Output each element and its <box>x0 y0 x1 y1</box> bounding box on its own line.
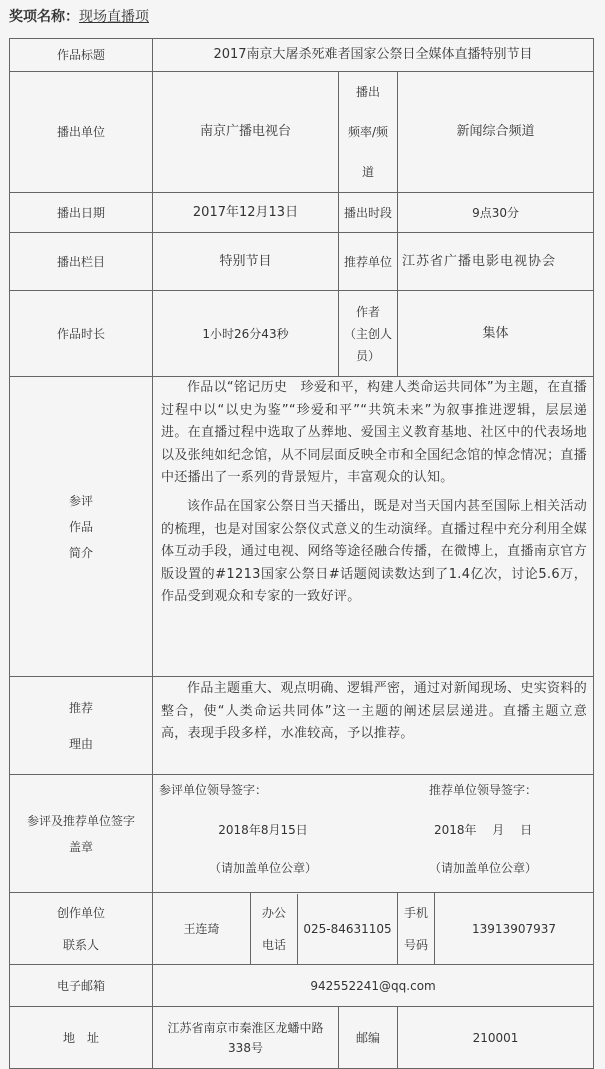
author-label-line2: （主创人员） <box>343 326 392 363</box>
intro-label-line1: 参评 <box>68 493 93 508</box>
work-title-label: 作品标题 <box>10 39 153 72</box>
row-reason <box>10 677 594 775</box>
reason-paragraph: 作品主题重大、观点明确、逻辑严密，通过对新闻现场、史实资料的整合，使“人类命运共同体”这一主题的阐述层层递进。直播主题立意高，表现手段多样，水准较高，予以推荐。 <box>161 681 588 741</box>
intro-label <box>10 377 153 677</box>
duration-value: 1小时26分43秒 <box>153 291 339 377</box>
row-broadcast-date <box>10 193 594 233</box>
broadcast-date-label: 播出日期 <box>10 193 153 233</box>
signature-label <box>10 775 153 893</box>
row-contact <box>10 893 594 965</box>
email-value: 942552241@qq.com <box>153 965 594 1007</box>
reason-label-line2: 理由 <box>68 736 93 751</box>
zip-value: 210001 <box>398 1007 594 1069</box>
author-label <box>339 291 398 377</box>
address-value: 江苏省南京市秦淮区龙蟠中路338号 <box>153 1007 339 1069</box>
signature-label-line1: 参评及推荐单位签字 <box>26 813 135 828</box>
broadcast-time-label: 播出时段 <box>339 193 398 233</box>
mobile-label-line2: 号码 <box>403 937 428 952</box>
office-phone-cell <box>251 893 398 965</box>
program-value: 特别节目 <box>153 233 339 291</box>
program-label: 播出栏目 <box>10 233 153 291</box>
row-signature <box>10 775 594 893</box>
mobile-label-line1: 手机 <box>403 905 428 920</box>
zip-label: 邮编 <box>339 1007 398 1069</box>
address-label: 地 址 <box>10 1007 153 1069</box>
row-program <box>10 233 594 291</box>
intro-paragraph-2: 该作品在国家公祭日当天播出，既是对当天国内甚至国际上相关活动的梳理，也是对国家公祭仪式意义的生动演绎。直播过程中充分利用全媒体互动手段，通过电视、网络等途径融合传播，在微博上，直播南京官方版设置的#1213国家公祭日#话题阅读数达到了1.4亿次，讨论5.6万，作品受到观众和专家的一致好评。 <box>161 498 588 605</box>
office-phone-label-line2: 电话 <box>261 937 286 952</box>
intro-paragraph-1: 作品以“铭记历史 珍爱和平，构建人类命运共同体”为主题，在直播过程中以“以史为鉴”“珍爱和平”“共筑未来”为叙事推进逻辑，层层递进。在直播过程中选取了丛葬地、爱国主义教育基地、社区中的代表场地以及张纯如纪念馆，从不同层面反映全市和全国纪念馆的悼念情况；直播中还播出了一系列的背景短片，丰富观众的认知。 <box>161 380 588 486</box>
signature-entrant <box>153 775 373 878</box>
mobile-label <box>398 893 435 965</box>
row-work-title <box>10 39 594 72</box>
reason-text <box>153 677 594 775</box>
office-phone-label-line1: 办公 <box>261 905 286 920</box>
entry-form-table <box>9 38 594 1069</box>
recommender-label: 推荐单位 <box>339 233 398 291</box>
email-label: 电子邮箱 <box>10 965 153 1007</box>
entrant-seal-note: （请加盖单位公章） <box>209 861 318 875</box>
recommender-sign-heading: 推荐单位领导签字： <box>429 783 538 797</box>
intro-label-line3: 简介 <box>68 545 93 560</box>
recommender-sign-date: 2018年 月 日 <box>433 823 533 837</box>
contact-label-line1: 创作单位 <box>56 905 105 920</box>
broadcast-unit-value: 南京广播电视台 <box>153 72 339 193</box>
signature-label-line2: 盖章 <box>68 839 93 854</box>
author-label-line1: 作者 <box>355 304 380 319</box>
office-phone-value: 025-84631105 <box>303 921 392 936</box>
signature-recommender <box>373 775 593 878</box>
broadcast-time-value: 9点30分 <box>398 193 594 233</box>
broadcast-date-value: 2017年12月13日 <box>153 193 339 233</box>
contact-label-line2: 联系人 <box>62 937 99 952</box>
row-duration <box>10 291 594 377</box>
recommender-seal-note: （请加盖单位公章） <box>429 861 538 875</box>
entrant-sign-date: 2018年8月15日 <box>218 823 308 837</box>
work-title-value: 2017南京大屠杀死难者国家公祭日全媒体直播特别节目 <box>153 39 594 72</box>
row-email <box>10 965 594 1007</box>
broadcast-channel-label <box>339 72 398 193</box>
reason-label <box>10 677 153 775</box>
broadcast-channel-value: 新闻综合频道 <box>398 72 594 193</box>
row-intro <box>10 377 594 677</box>
intro-text <box>153 377 594 677</box>
office-phone-label <box>251 894 298 964</box>
award-category <box>9 7 149 27</box>
broadcast-channel-label-line2: 频率/频道 <box>347 125 389 179</box>
mobile-value: 13913907937 <box>435 893 594 965</box>
row-broadcast-unit <box>10 72 594 193</box>
row-address <box>10 1007 594 1069</box>
author-value: 集体 <box>398 291 594 377</box>
award-value: 现场直播项 <box>79 9 149 25</box>
contact-name: 王连琦 <box>153 893 251 965</box>
duration-label: 作品时长 <box>10 291 153 377</box>
contact-label <box>10 893 153 965</box>
entrant-sign-heading: 参评单位领导签字： <box>159 783 268 797</box>
award-label: 奖项名称： <box>9 9 79 25</box>
intro-label-line2: 作品 <box>68 519 93 534</box>
signature-area <box>153 775 594 893</box>
recommender-value: 江苏省广播电影电视协会 <box>398 233 594 291</box>
reason-label-line1: 推荐 <box>68 700 93 715</box>
broadcast-channel-label-line1: 播出 <box>355 85 380 99</box>
broadcast-unit-label: 播出单位 <box>10 72 153 193</box>
